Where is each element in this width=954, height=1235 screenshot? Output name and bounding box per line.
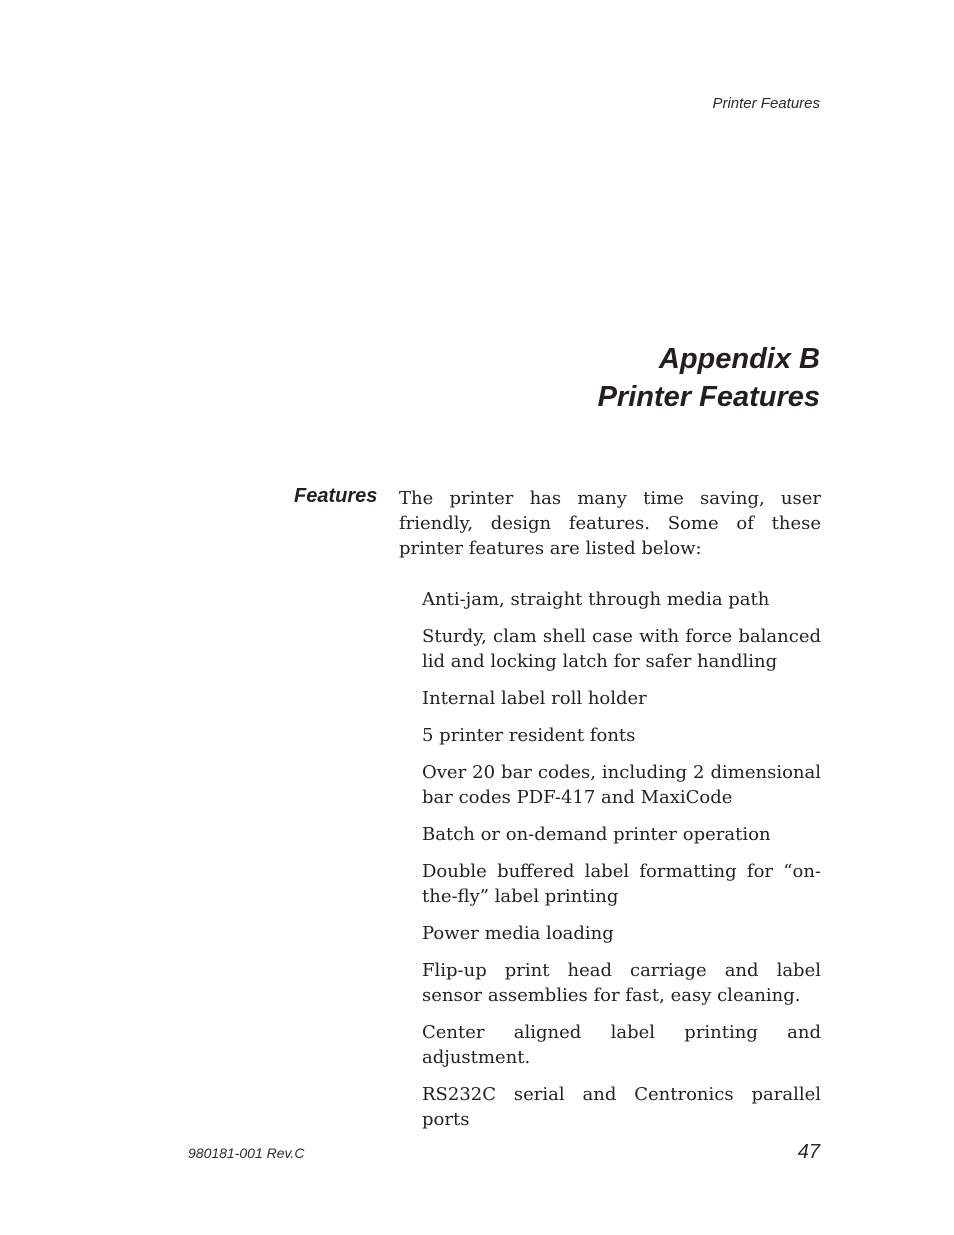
intro-paragraph: The printer has many time saving, user friendly, design features. Some of these printer features are listed below: [399,488,821,559]
list-item: Internal label roll holder [422,688,647,709]
section-label: Features [294,485,378,507]
list-item: 5 printer resident fonts [422,725,636,746]
chapter-title [598,340,820,416]
page-number: 47 [797,1141,820,1163]
list-item: Flip-up print head carriage and label sensor assemblies for fast, easy cleaning. [422,960,821,1006]
list-item: Anti-jam, straight through media path [422,589,770,610]
list-item: Over 20 bar codes, including 2 dimensional bar codes PDF-417 and MaxiCode [422,762,821,808]
list-item: RS232C serial and Centronics parallel ports [422,1084,821,1130]
running-header: Printer Features [712,95,820,112]
document-number: 980181-001 Rev.C [188,1145,305,1161]
list-item: Batch or on-demand printer operation [422,824,771,845]
list-item: Center aligned label printing and adjustment. [422,1022,821,1068]
list-item: Double buffered label formatting for “on-the-fly” label printing [422,861,821,907]
chapter-title-line-1: Appendix B [658,343,820,375]
chapter-title-line-2: Printer Features [597,381,820,413]
list-item: Power media loading [422,923,614,944]
features-list [422,587,821,1144]
list-item: Sturdy, clam shell case with force balanced lid and locking latch for safer handling [422,626,821,672]
